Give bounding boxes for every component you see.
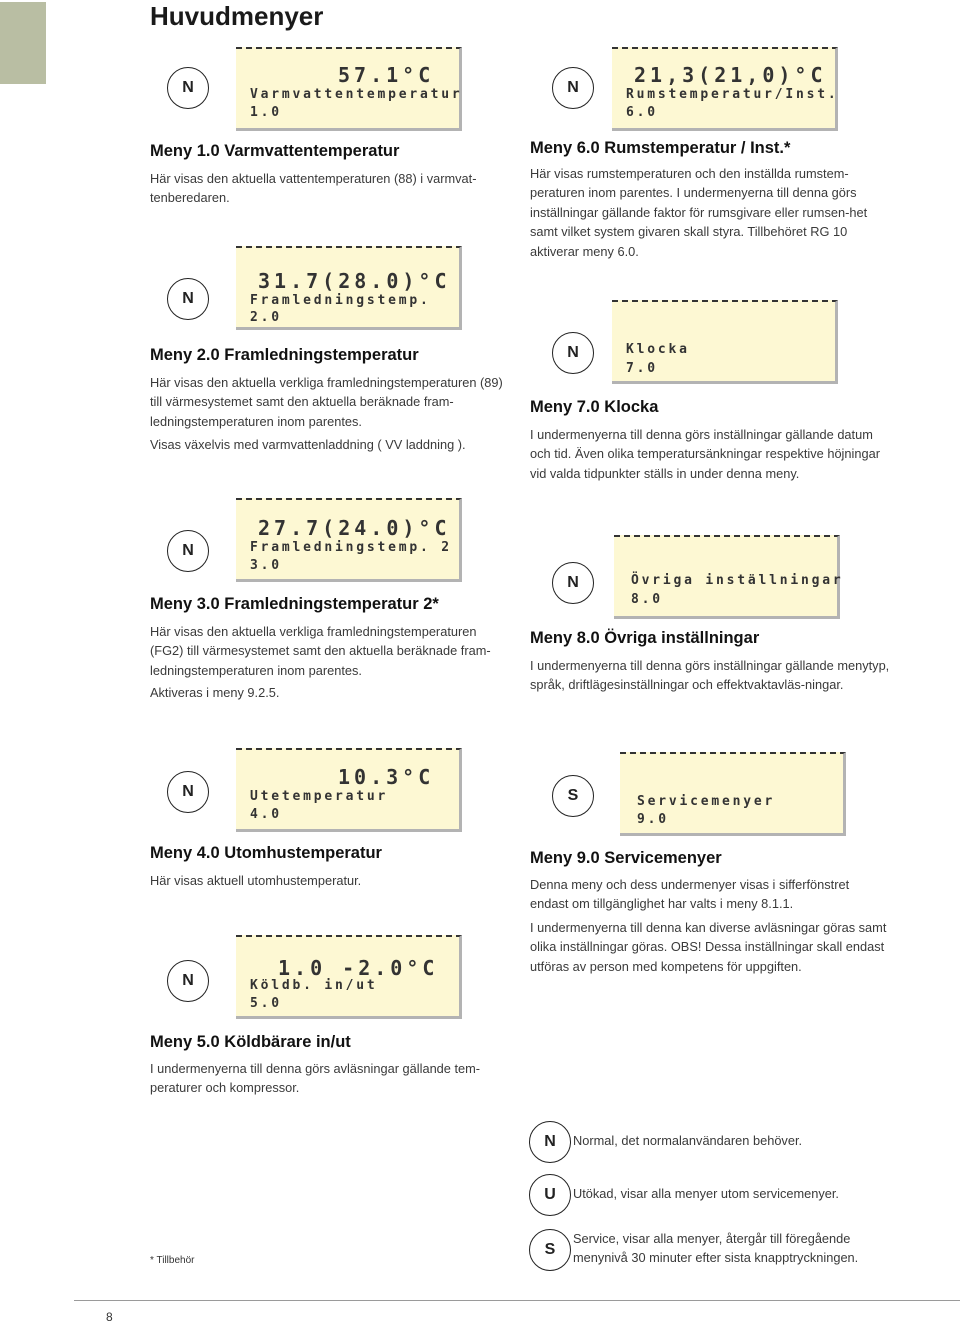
section-heading: Meny 9.0 Servicemenyer (530, 849, 722, 867)
mode-symbol: N (552, 562, 594, 604)
lcd-value: 57.1°C (338, 63, 435, 87)
section-heading: Meny 8.0 Övriga inställningar (530, 629, 760, 647)
section-text: Här visas rumstemperaturen och den inställda rumstem-peraturen inom parentes. I undermenyerna till denna görs inställningar gällande faktor för rumsgivare eller rumsen-het samt vilket system givaren skall styra. Tillbehöret RG 10 aktiverar meny 6.0. (530, 166, 868, 259)
lcd-label: Framledningstemp. 2 (250, 540, 452, 555)
section-heading: Meny 1.0 Varmvattentemperatur (150, 142, 400, 160)
section-text: I undermenyerna till denna görs avläsningar gällande tem-peraturer och kompressor. (150, 1061, 481, 1096)
mode-symbol: N (167, 771, 209, 813)
mode-symbol: N (552, 67, 594, 109)
lcd-label: Utetemperatur (250, 789, 389, 804)
lcd-label: Köldb. in/ut (250, 978, 378, 993)
page-title: Huvudmenyer (150, 1, 324, 31)
section-heading: Meny 3.0 Framledningstemperatur 2* (150, 595, 439, 613)
footer-divider (74, 1300, 960, 1301)
lcd-display (236, 748, 462, 832)
section-text: I undermenyerna till denna kan diverse avläsningar göras samt olika inställningar göras. OBS! Dessa inställningar skall endast utföras av person med kompetens för uppgiften. (530, 920, 887, 974)
legend-text: Normal, det normalanvändaren behöver. (573, 1133, 803, 1148)
footnote: * Tillbehör (150, 1255, 195, 1266)
section-text: Visas växelvis med varmvattenladdning ( VV laddning ). (150, 437, 466, 452)
lcd-menu-number: 4.0 (250, 807, 282, 822)
lcd-display (612, 47, 838, 131)
lcd-display (236, 498, 462, 582)
section-heading: Meny 6.0 Rumstemperatur / Inst.* (530, 139, 791, 157)
lcd-menu-number: 2.0 (250, 310, 282, 325)
lcd-value: 21,3(21,0)°C (634, 63, 827, 87)
section-heading: Meny 5.0 Köldbärare in/ut (150, 1033, 351, 1051)
lcd-label: Rumstemperatur/Inst. (626, 87, 839, 102)
section-heading: Meny 7.0 Klocka (530, 398, 659, 416)
lcd-display (612, 300, 838, 384)
section-text: Aktiveras i meny 9.2.5. (150, 685, 280, 700)
lcd-display (614, 535, 844, 619)
mode-symbol: U (529, 1174, 571, 1216)
lcd-label: Klocka (626, 342, 690, 357)
lcd-menu-number: 3.0 (250, 558, 282, 573)
mode-symbol: S (552, 775, 594, 817)
lcd-display (236, 47, 462, 131)
mode-symbol: S (529, 1229, 571, 1271)
section-text: I undermenyerna till denna görs inställningar gällande menytyp, språk, driftlägesinställningar och effektvaktavläs-ningar. (530, 658, 890, 693)
lcd-menu-number: 5.0 (250, 996, 282, 1011)
legend-text: Service, visar alla menyer, återgår till föregående menynivå 30 minuter efter sista knapptryckningen. (573, 1231, 859, 1266)
lcd-label: Framledningstemp. (250, 293, 431, 308)
section-text: Här visas den aktuella verkliga framledningstemperaturen (FG2) till värmesystemet samt den aktuella beräknade fram-ledningstemperaturen inom parentes. (150, 624, 491, 678)
side-tab-marker (0, 2, 46, 84)
section-heading: Meny 2.0 Framledningstemperatur (150, 346, 419, 364)
lcd-menu-number: 7.0 (626, 361, 658, 376)
page-number: 8 (106, 1310, 113, 1324)
section-text: Här visas den aktuella vattentemperaturen (88) i varmvat-tenberedaren. (150, 171, 477, 206)
lcd-menu-number: 1.0 (250, 105, 282, 120)
section-heading: Meny 4.0 Utomhustemperatur (150, 844, 382, 862)
lcd-display (236, 246, 462, 330)
mode-symbol: N (167, 67, 209, 109)
lcd-menu-number: 6.0 (626, 105, 658, 120)
mode-symbol: N (167, 278, 209, 320)
lcd-menu-number: 9.0 (637, 812, 669, 827)
lcd-display (236, 935, 462, 1019)
section-text: Denna meny och dess undermenyer visas i sifferfönstret endast om tillgänglighet har valts i meny 8.1.1. (530, 877, 850, 912)
section-text: I undermenyerna till denna görs inställningar gällande datum och tid. Även olika temperatursänkningar respektive höjningar vid valda tidpunkter ställs in under denna meny. (530, 427, 880, 481)
lcd-label: Varmvattentemperatur (250, 87, 463, 102)
lcd-label: Servicemenyer (637, 794, 776, 809)
lcd-value: 31.7(28.0)°C (258, 269, 451, 293)
mode-symbol: N (529, 1121, 571, 1163)
lcd-display (620, 752, 846, 836)
lcd-label: Övriga inställningar (631, 573, 844, 588)
lcd-value: 27.7(24.0)°C (258, 516, 451, 540)
mode-symbol: N (167, 960, 209, 1002)
section-text: Här visas den aktuella verkliga framledningstemperaturen (89) till värmesystemet samt den aktuella beräknade fram-ledningstemperaturen inom parentes. (150, 375, 503, 429)
lcd-value: 1.0 -2.0°C (278, 956, 439, 980)
lcd-value: 10.3°C (338, 765, 435, 789)
mode-symbol: N (552, 332, 594, 374)
lcd-menu-number: 8.0 (631, 592, 663, 607)
legend-text: Utökad, visar alla menyer utom servicemenyer. (573, 1186, 839, 1201)
mode-symbol: N (167, 530, 209, 572)
section-text: Här visas aktuell utomhustemperatur. (150, 873, 362, 888)
